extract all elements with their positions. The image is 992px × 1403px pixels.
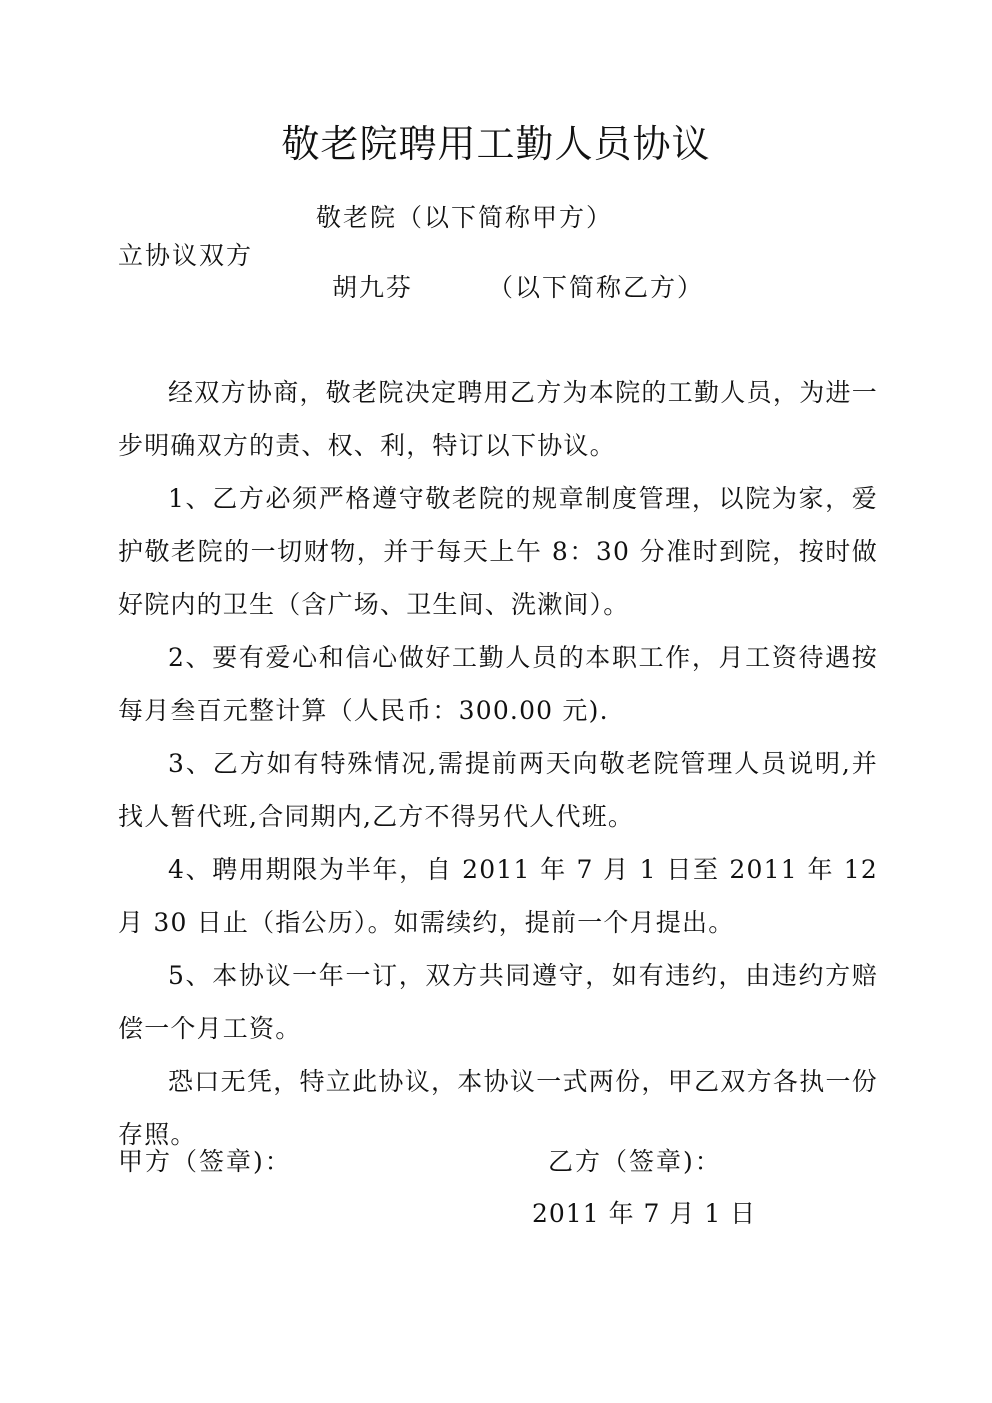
party-b-name: 胡九芬 <box>332 273 414 302</box>
paragraph-clause-1: 1、乙方必须严格遵守敬老院的规章制度管理，以院为家，爱护敬老院的一切财物，并于每天上午 8：30 分准时到院，按时做好院内的卫生（含广场、卫生间、洗漱间）。 <box>118 484 878 619</box>
document-title: 敬老院聘用工勤人员协议 <box>281 122 711 166</box>
signing-date: 2011 年 7 月 1 日 <box>532 1199 757 1228</box>
party-a-signature-label: 甲方（签章)： <box>118 1147 292 1176</box>
paragraph-clause-5: 5、本协议一年一订，双方共同遵守，如有违约，由违约方赔偿一个月工资。 <box>118 961 878 1043</box>
parties-intro-label: 立协议双方 <box>118 241 254 270</box>
paragraph-clause-3: 3、乙方如有特殊情况,需提前两天向敬老院管理人员说明,并找人暂代班,合同期内,乙方不得另代人代班。 <box>118 749 878 831</box>
paragraph-clause-2: 2、要有爱心和信心做好工勤人员的本职工作，月工资待遇按每月叁百元整计算（人民币：300.00 元). <box>118 643 878 725</box>
agreement-body <box>118 366 878 1161</box>
paragraph-closing: 恐口无凭，特立此协议，本协议一式两份，甲乙双方各执一份存照。 <box>118 1067 878 1149</box>
party-b-note: （以下简称乙方） <box>488 273 705 302</box>
party-b-signature-label: 乙方（签章)： <box>548 1147 722 1176</box>
party-a-line: 敬老院（以下简称甲方） <box>316 203 614 232</box>
paragraph-preamble: 经双方协商，敬老院决定聘用乙方为本院的工勤人员，为进一步明确双方的责、权、利，特订以下协议。 <box>118 378 878 460</box>
paragraph-clause-4: 4、聘用期限为半年，自 2011 年 7 月 1 日至 2011 年 12 月 30 日止（指公历）。如需续约，提前一个月提出。 <box>118 855 878 937</box>
